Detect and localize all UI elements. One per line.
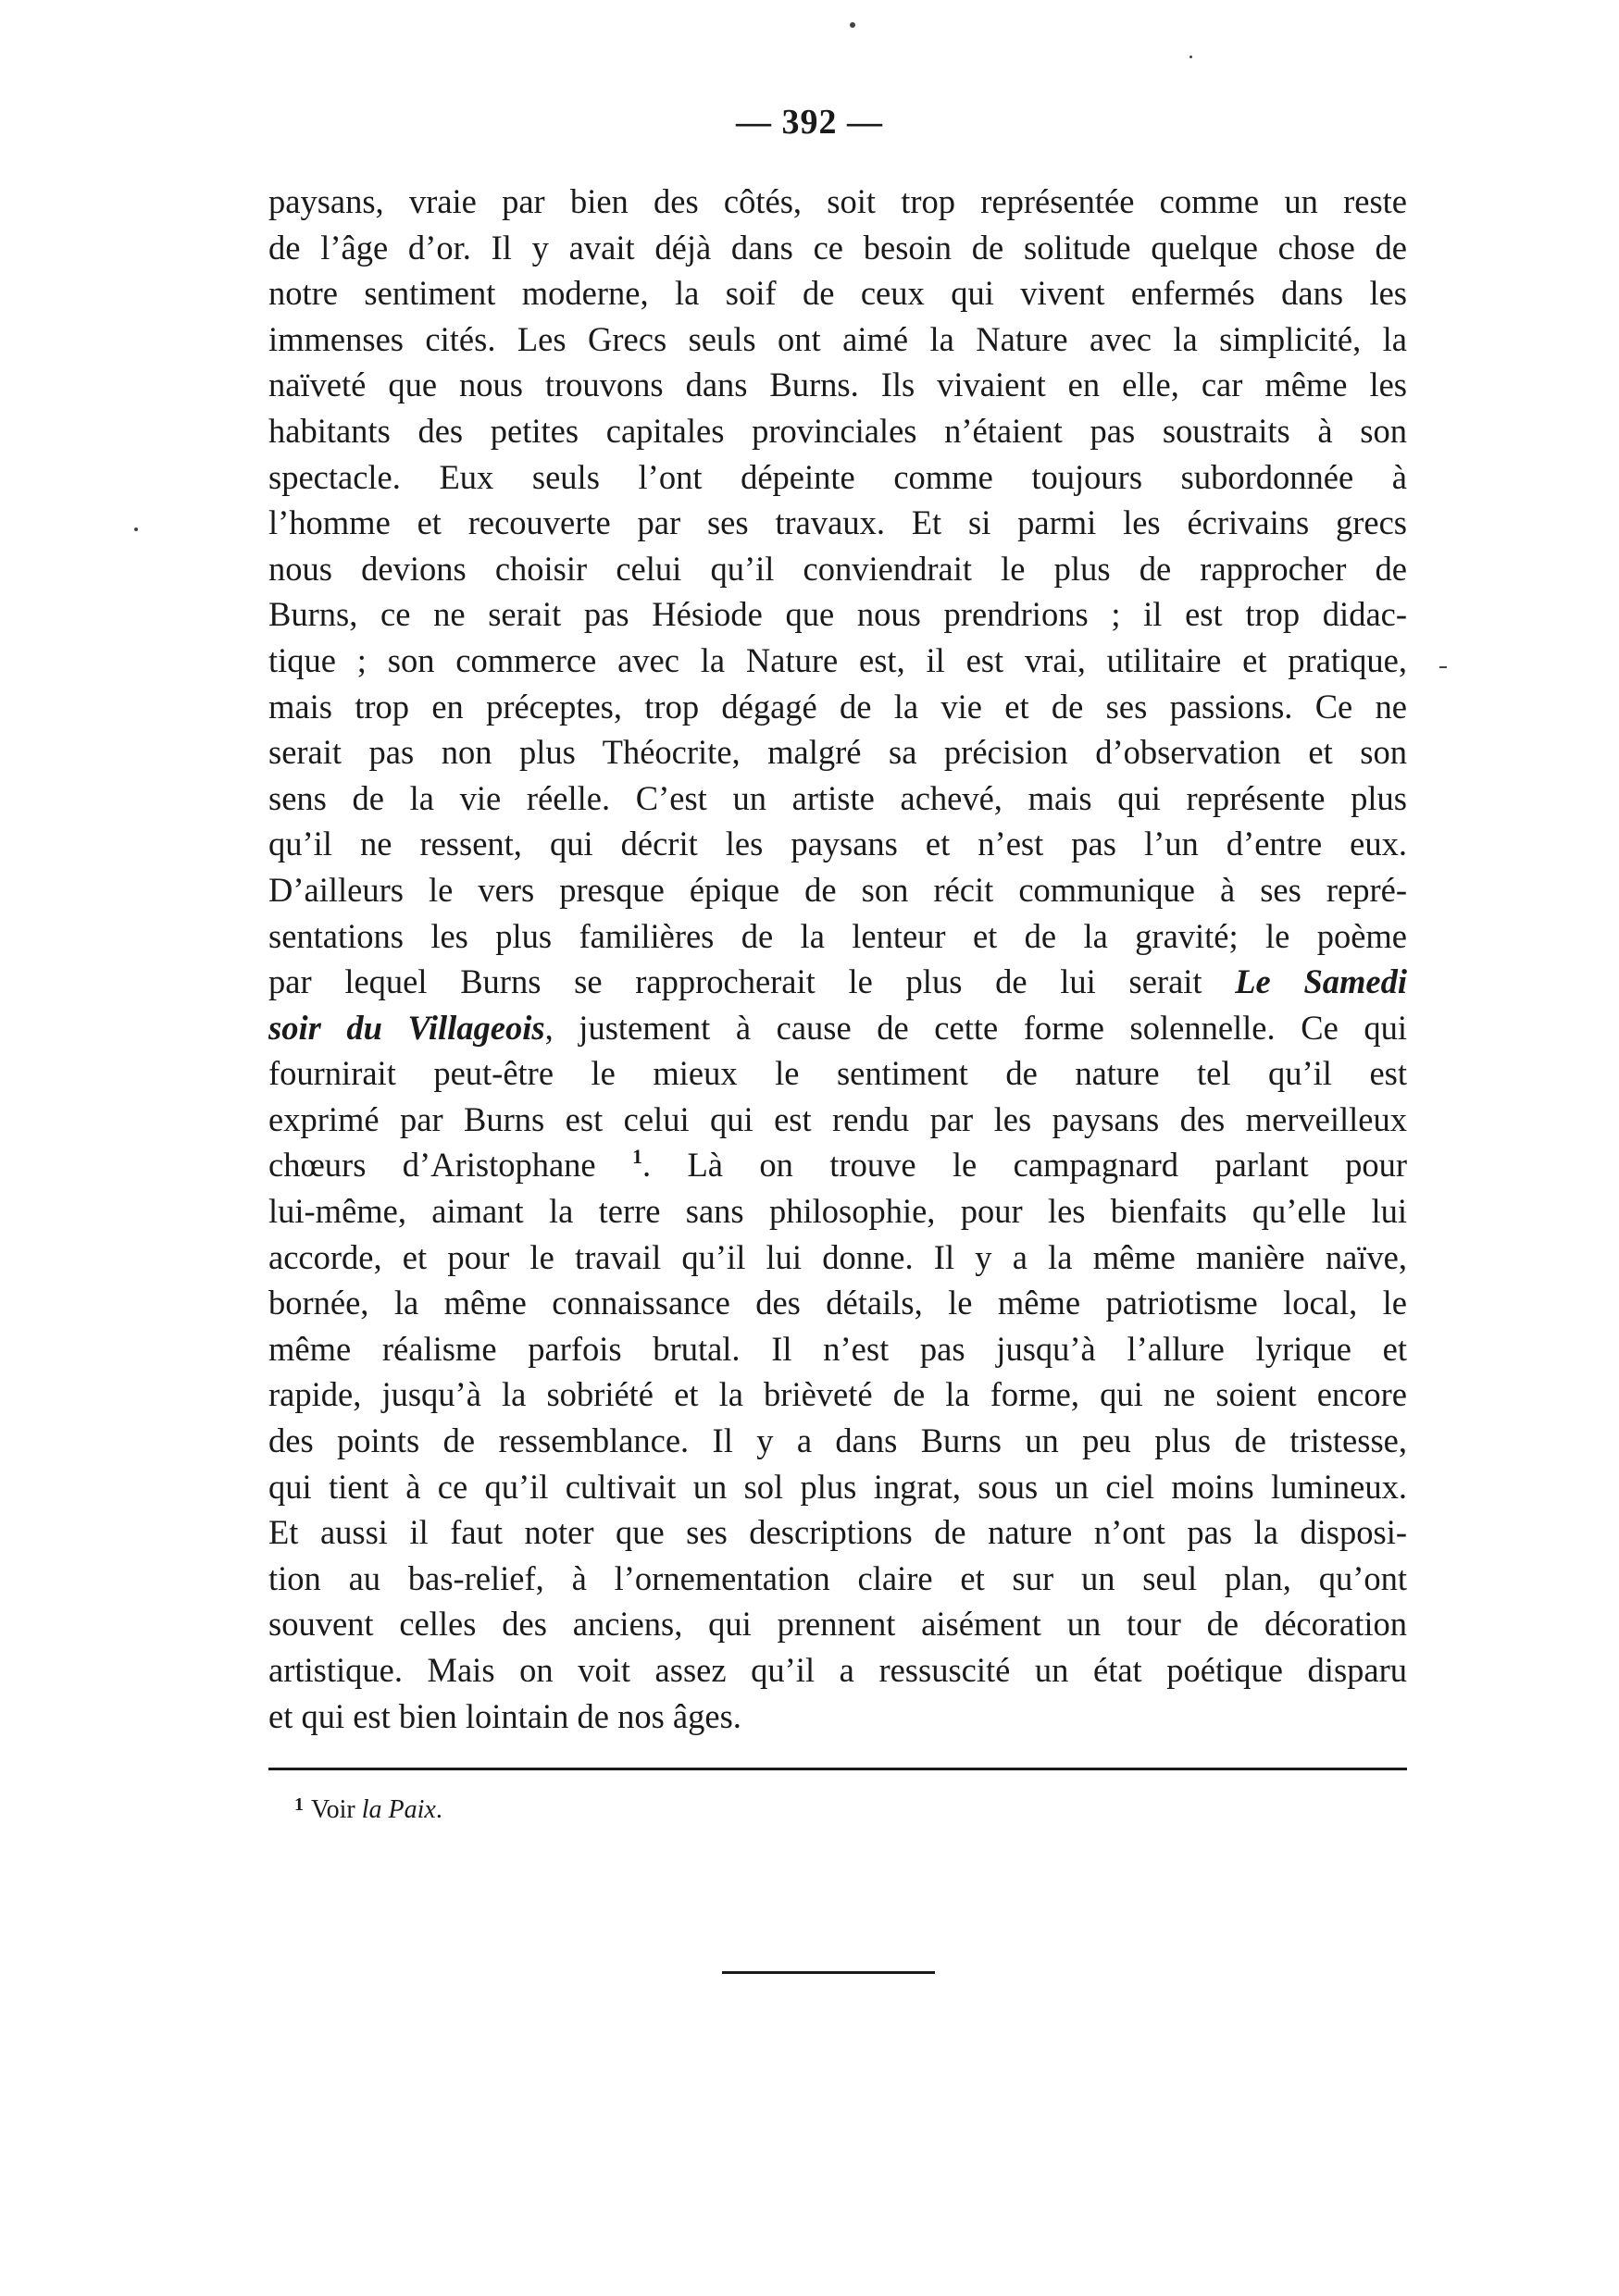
text-line [268, 959, 1407, 1005]
text-line: habitants des petites capitales provinciales n’étaient pas soustraits à son [268, 411, 1407, 450]
text-line [268, 1142, 1407, 1188]
scan-speck [850, 22, 855, 28]
main-paragraph [268, 179, 1407, 1739]
text-line: immenses cités. Les Grecs seuls ont aimé la Nature avec la simplicité, la [268, 319, 1407, 358]
text-line: Burns, ce ne serait pas Hésiode que nous prendrions ; il est trop didac- [268, 595, 1407, 634]
footnote [294, 1786, 442, 1829]
text-line: paysans, vraie par bien des côtés, soit trop représentée comme un reste [268, 182, 1407, 220]
work-title-italic: Le Samedi [1235, 962, 1408, 1001]
footnote-mark: 1 [294, 1794, 304, 1815]
text-line: qui tient à ce qu’il cultivait un sol plus ingrat, sous un ciel moins lumineux. [268, 1467, 1407, 1506]
text-line: artistique. Mais on voit assez qu’il a ressuscité un état poétique disparu [268, 1651, 1407, 1689]
footnote-separator [268, 1768, 1407, 1770]
text-line: lui-même, aimant la terre sans philosophie, pour les bienfaits qu’elle lui [268, 1192, 1407, 1231]
footnote-end: . [435, 1795, 442, 1824]
footnote-reference: 1 [632, 1145, 642, 1169]
footnote-text: Voir [311, 1795, 362, 1824]
text-line: Et aussi il faut noter que ses descriptions de nature n’ont pas la disposi- [268, 1513, 1407, 1552]
text-line: souvent celles des anciens, qui prennent aisément un tour de décoration [268, 1605, 1407, 1644]
text-line: serait pas non plus Théocrite, malgré sa précision d’observation et son [268, 733, 1407, 772]
text-line: l’homme et recouverte par ses travaux. Et si parmi les écrivains grecs [268, 503, 1407, 542]
scan-speck [1189, 56, 1192, 58]
end-rule [722, 1971, 935, 1974]
text-segment: , justement à cause de cette forme solennelle. Ce qui [544, 1008, 1407, 1047]
text-line: accorde, et pour le travail qu’il lui donne. Il y a la même manière naïve, [268, 1237, 1407, 1276]
text-line: notre sentiment moderne, la soif de ceux qui vivent enfermés dans les [268, 274, 1407, 313]
text-segment: par lequel Burns se rapprocherait le plus de lui serait [268, 962, 1236, 1001]
text-line: des points de ressemblance. Il y a dans Burns un peu plus de tristesse, [268, 1421, 1407, 1460]
text-line: bornée, la même connaissance des détails, le même patriotisme local, le [268, 1284, 1407, 1322]
text-segment: . Là on trouve le campagnard parlant pour [642, 1146, 1407, 1185]
text-line: même réalisme parfois brutal. Il n’est pas jusqu’à l’allure lyrique et [268, 1329, 1407, 1368]
text-line: fournirait peut-être le mieux le sentiment de nature tel qu’il est [268, 1054, 1407, 1093]
page-number: — 392 — [736, 103, 883, 142]
text-line: exprimé par Burns est celui qui est rendu par les paysans des merveilleux [268, 1099, 1407, 1138]
text-segment: chœurs d’Aristophane [268, 1146, 632, 1185]
text-line: nous devions choisir celui qu’il conviendrait le plus de rapprocher de [268, 549, 1407, 588]
text-line: sentations les plus familières de la lenteur et de la gravité; le poème [268, 916, 1407, 955]
text-line: naïveté que nous trouvons dans Burns. Ils vivaient en elle, car même les [268, 366, 1407, 404]
text-line: sens de la vie réelle. C’est un artiste achevé, mais qui représente plus [268, 778, 1407, 817]
text-line: de l’âge d’or. Il y avait déjà dans ce besoin de solitude quelque chose de [268, 228, 1407, 267]
text-line: D’ailleurs le vers presque épique de son récit communique à ses repré- [268, 870, 1407, 909]
text-line: spectacle. Eux seuls l’ont dépeinte comme toujours subordonnée à [268, 457, 1407, 496]
text-line: rapide, jusqu’à la sobriété et la brièveté de la forme, qui ne soient encore [268, 1375, 1407, 1414]
scan-speck [134, 527, 138, 531]
work-title-italic: soir du Villageois [268, 1008, 545, 1047]
text-line: tion au bas-relief, à l’ornementation claire et sur un seul plan, qu’ont [268, 1558, 1407, 1597]
text-line: qu’il ne ressent, qui décrit les paysans et n’est pas l’un d’entre eux. [268, 825, 1407, 863]
text-line: tique ; son commerce avec la Nature est, il est vrai, utilitaire et pratique, [268, 640, 1407, 679]
text-line-last: et qui est bien lointain de nos âges. [268, 1696, 741, 1735]
scan-speck [1439, 666, 1447, 668]
text-line [268, 1005, 1407, 1051]
text-line: mais trop en préceptes, trop dégagé de la vie et de ses passions. Ce ne [268, 687, 1407, 726]
footnote-italic: la Paix [361, 1795, 436, 1824]
